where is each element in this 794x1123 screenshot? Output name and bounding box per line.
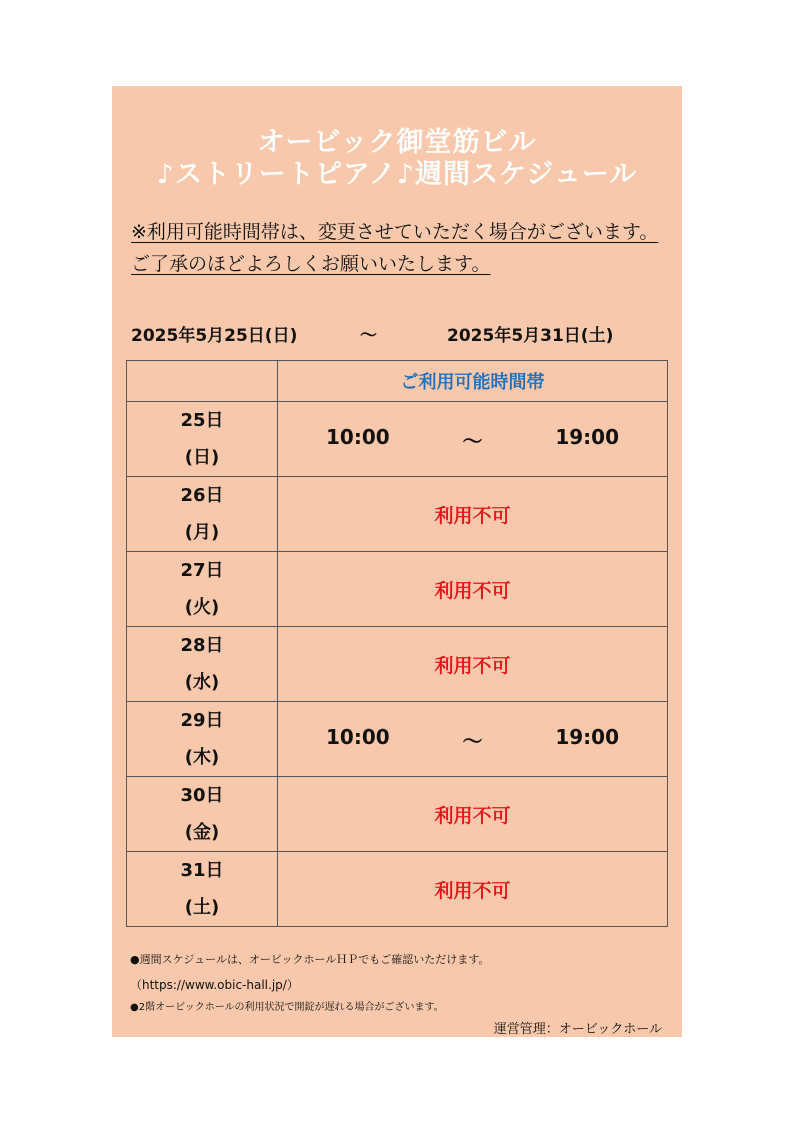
time-range bbox=[278, 425, 667, 454]
time-separator: ～ bbox=[462, 728, 483, 753]
header-day-cell bbox=[127, 361, 278, 402]
title-building: オービック御堂筋ビル bbox=[257, 127, 537, 158]
day-number: 27日 bbox=[180, 560, 224, 581]
schedule-panel bbox=[112, 86, 682, 1037]
time-separator: ～ bbox=[462, 428, 483, 453]
table-row bbox=[127, 852, 668, 927]
header-time-cell: ご利用可能時間帯 bbox=[278, 361, 668, 402]
day-weekday: (火) bbox=[184, 597, 220, 618]
day-weekday: (金) bbox=[184, 822, 220, 843]
time-start: 10:00 bbox=[326, 424, 390, 449]
notice-line-2: ご了承のほどよろしくお願いいたします。 bbox=[131, 253, 491, 275]
day-weekday: (土) bbox=[184, 897, 220, 918]
range-start-date: 2025年5月25日(日) bbox=[131, 326, 298, 346]
day-number: 28日 bbox=[180, 635, 224, 656]
unavailable-cell: 利用不可 bbox=[278, 852, 668, 927]
day-number: 29日 bbox=[180, 710, 224, 731]
day-cell bbox=[127, 852, 278, 927]
footer-note-unlock: ●2階オービックホールの利用状況で開錠が遅れる場合がございます。 bbox=[130, 1002, 444, 1013]
day-number: 31日 bbox=[180, 860, 224, 881]
table-row bbox=[127, 777, 668, 852]
day-number: 26日 bbox=[180, 485, 224, 506]
time-range bbox=[278, 725, 667, 754]
unavailable-cell: 利用不可 bbox=[278, 627, 668, 702]
day-weekday: (日) bbox=[184, 447, 220, 468]
unavailable-cell: 利用不可 bbox=[278, 477, 668, 552]
time-range-cell bbox=[278, 702, 668, 777]
title-schedule: ♪ストリートピアノ♪週間スケジュール bbox=[156, 159, 638, 190]
footer-url: （https://www.obic-hall.jp/） bbox=[130, 978, 299, 992]
table-header-row bbox=[127, 361, 668, 402]
time-end: 19:00 bbox=[555, 424, 619, 449]
day-number: 30日 bbox=[180, 785, 224, 806]
time-end: 19:00 bbox=[555, 724, 619, 749]
day-cell bbox=[127, 627, 278, 702]
day-weekday: (水) bbox=[184, 672, 220, 693]
day-cell bbox=[127, 552, 278, 627]
schedule-table bbox=[126, 360, 668, 927]
day-weekday: (月) bbox=[184, 522, 220, 543]
footer-management: 運営管理：オービックホール bbox=[493, 1022, 662, 1037]
day-number: 25日 bbox=[180, 410, 224, 431]
time-range-cell bbox=[278, 402, 668, 477]
day-cell bbox=[127, 477, 278, 552]
table-row bbox=[127, 402, 668, 477]
notice-line-1: ※利用可能時間帯は、変更させていただく場合がございます。 bbox=[131, 221, 659, 243]
day-cell bbox=[127, 702, 278, 777]
footer-note-website: ●週間スケジュールは、オービックホールＨＰでもご確認いただけます。 bbox=[130, 953, 490, 966]
day-cell bbox=[127, 777, 278, 852]
table-row bbox=[127, 552, 668, 627]
range-separator: ～ bbox=[360, 326, 377, 346]
unavailable-cell: 利用不可 bbox=[278, 777, 668, 852]
day-weekday: (木) bbox=[184, 747, 220, 768]
time-start: 10:00 bbox=[326, 724, 390, 749]
unavailable-cell: 利用不可 bbox=[278, 552, 668, 627]
day-cell bbox=[127, 402, 278, 477]
table-row bbox=[127, 702, 668, 777]
table-row bbox=[127, 627, 668, 702]
table-body bbox=[127, 402, 668, 927]
table-row bbox=[127, 477, 668, 552]
range-end-date: 2025年5月31日(土) bbox=[447, 326, 614, 346]
